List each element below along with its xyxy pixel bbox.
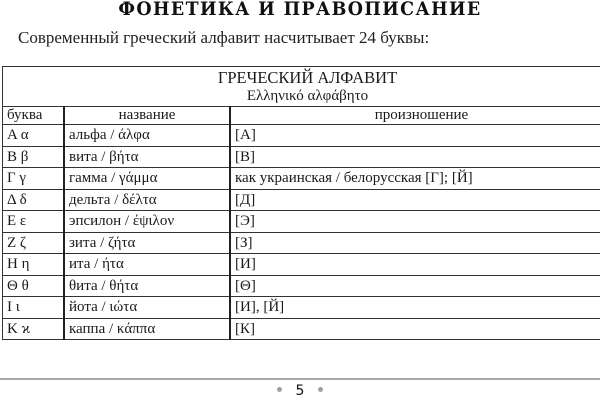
- footer-divider: [0, 378, 600, 380]
- cell-pronunciation: [И]: [230, 254, 600, 276]
- cell-name: каппа / κάππα: [64, 318, 230, 340]
- table-header-row: [3, 107, 600, 125]
- cell-name: вита / βήτα: [64, 146, 230, 168]
- cell-name: гамма / γάμμα: [64, 168, 230, 190]
- cell-letter: Η η: [3, 254, 65, 276]
- cell-pronunciation: [Θ]: [230, 275, 600, 297]
- cell-pronunciation: как украинская / белорусская [Г]; [Й]: [230, 168, 600, 190]
- greek-alphabet-table: [2, 66, 600, 340]
- header-name: название: [64, 107, 230, 125]
- table-row: [3, 318, 600, 340]
- table-caption: [3, 67, 600, 107]
- cell-letter: Α α: [3, 125, 65, 147]
- table-row: [3, 297, 600, 319]
- table-row: [3, 232, 600, 254]
- cell-name: θита / θήτα: [64, 275, 230, 297]
- cell-pronunciation: [И], [Й]: [230, 297, 600, 319]
- cell-pronunciation: [Э]: [230, 211, 600, 233]
- cell-letter: Θ θ: [3, 275, 65, 297]
- table-row: [3, 275, 600, 297]
- table-row: [3, 125, 600, 147]
- cell-pronunciation: [З]: [230, 232, 600, 254]
- table-caption-row: [3, 67, 600, 107]
- cell-pronunciation: [В]: [230, 146, 600, 168]
- header-pronunciation: произношение: [230, 107, 600, 125]
- table-row: [3, 146, 600, 168]
- table-row: [3, 211, 600, 233]
- intro-text: Современный греческий алфавит насчитывает 24 буквы:: [18, 28, 430, 47]
- bullet-dot-icon: [277, 387, 282, 392]
- cell-pronunciation: [К]: [230, 318, 600, 340]
- page-number: 5: [295, 383, 305, 399]
- table-row: [3, 168, 600, 190]
- cell-letter: Ε ε: [3, 211, 65, 233]
- cell-pronunciation: [А]: [230, 125, 600, 147]
- cell-letter: Ι ι: [3, 297, 65, 319]
- cell-name: эпсилон / έψιλον: [64, 211, 230, 233]
- header-letter: буква: [3, 107, 65, 125]
- bullet-dot-icon: [318, 387, 323, 392]
- cell-letter: Β β: [3, 146, 65, 168]
- table-subtitle: Ελληνικό αλφάβητο: [246, 88, 369, 104]
- cell-name: альфа / άλφα: [64, 125, 230, 147]
- cell-letter: Δ δ: [3, 189, 65, 211]
- cell-pronunciation: [Д]: [230, 189, 600, 211]
- table-row: [3, 189, 600, 211]
- cell-name: ита / ήτα: [64, 254, 230, 276]
- page-footer: [0, 383, 600, 399]
- chapter-title: ФОНЕТИКА И ПРАВОПИСАНИЕ: [118, 0, 482, 20]
- cell-name: зита / ζήτα: [64, 232, 230, 254]
- cell-name: дельта / δέλτα: [64, 189, 230, 211]
- table-row: [3, 254, 600, 276]
- cell-letter: Κ ϰ: [3, 318, 65, 340]
- cell-letter: Γ γ: [3, 168, 65, 190]
- table-title: ГРЕЧЕСКИЙ АЛФАВИТ: [217, 68, 398, 87]
- cell-letter: Ζ ζ: [3, 232, 65, 254]
- cell-name: йота / ιώτα: [64, 297, 230, 319]
